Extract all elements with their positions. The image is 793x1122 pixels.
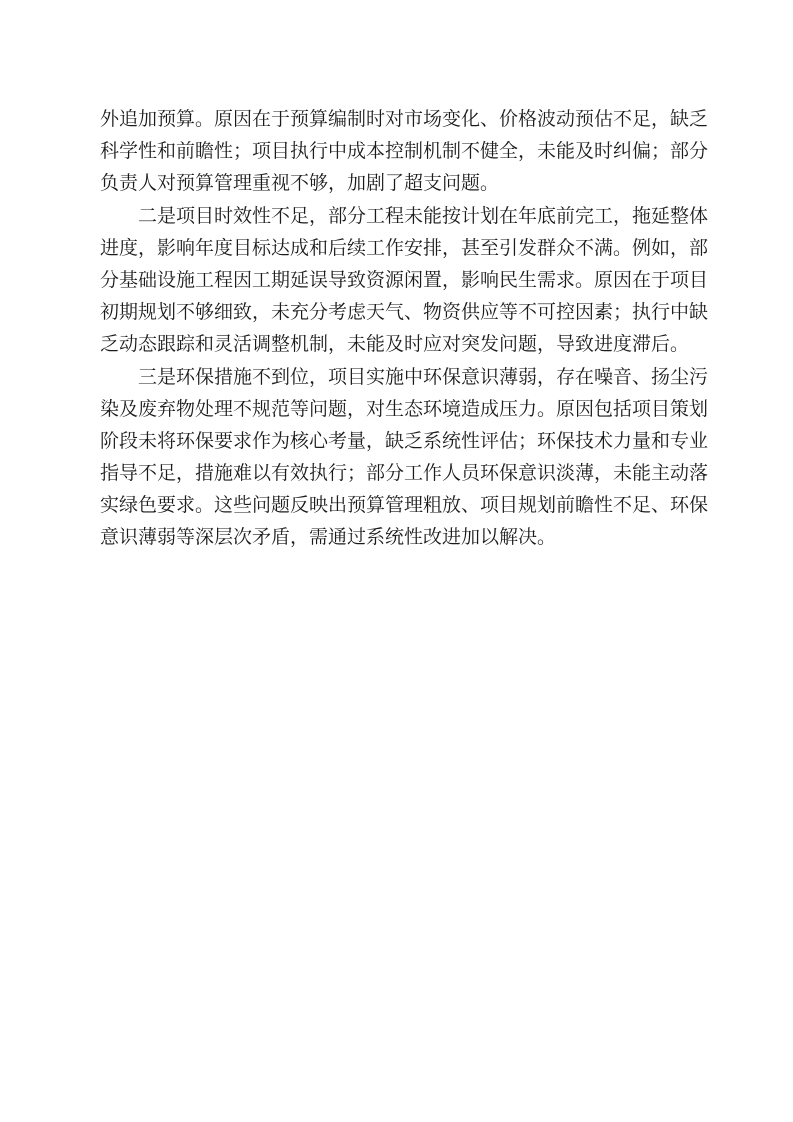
- text-line: 实绿色要求。这些问题反映出预算管理粗放、项目规划前瞻性不足、环保: [100, 494, 709, 517]
- text-line: 进度，影响年度目标达成和后续工作安排，甚至引发群众不满。例如，部: [100, 236, 709, 259]
- paragraph-project-timeliness: [100, 200, 709, 361]
- text-line: 二是项目时效性不足，部分工程未能按计划在年底前完工，拖延整体: [138, 204, 709, 227]
- text-line: 染及废弃物处理不规范等问题，对生态环境造成压力。原因包括项目策划: [100, 397, 709, 420]
- text-line: 外追加预算。原因在于预算编制时对市场变化、价格波动预估不足，缺乏: [100, 108, 709, 130]
- text-line: 阶段未将环保要求作为核心考量，缺乏系统性评估；环保技术力量和专业: [100, 429, 709, 452]
- document-page: [100, 103, 709, 554]
- text-line: 三是环保措施不到位，项目实施中环保意识薄弱，存在噪音、扬尘污: [138, 365, 709, 388]
- text-line: 指导不足，措施难以有效执行；部分工作人员环保意识淡薄，未能主动落: [100, 462, 709, 485]
- text-line: 乏动态跟踪和灵活调整机制，未能及时应对突发问题，导致进度滞后。: [100, 333, 690, 356]
- paragraph-budget-overrun: [100, 103, 709, 200]
- text-line: 分基础设施工程因工期延误导致资源闲置，影响民生需求。原因在于项目: [100, 268, 709, 291]
- text-line: 科学性和前瞻性；项目执行中成本控制机制不健全，未能及时纠偏；部分: [100, 140, 709, 163]
- text-line: 初期规划不够细致，未充分考虑天气、物资供应等不可控因素；执行中缺: [100, 301, 709, 324]
- text-line: 意识薄弱等深层次矛盾，需通过系统性改进加以解决。: [100, 526, 557, 549]
- text-line: 负责人对预算管理重视不够，加剧了超支问题。: [100, 172, 500, 195]
- paragraph-environmental-measures: [100, 361, 709, 554]
